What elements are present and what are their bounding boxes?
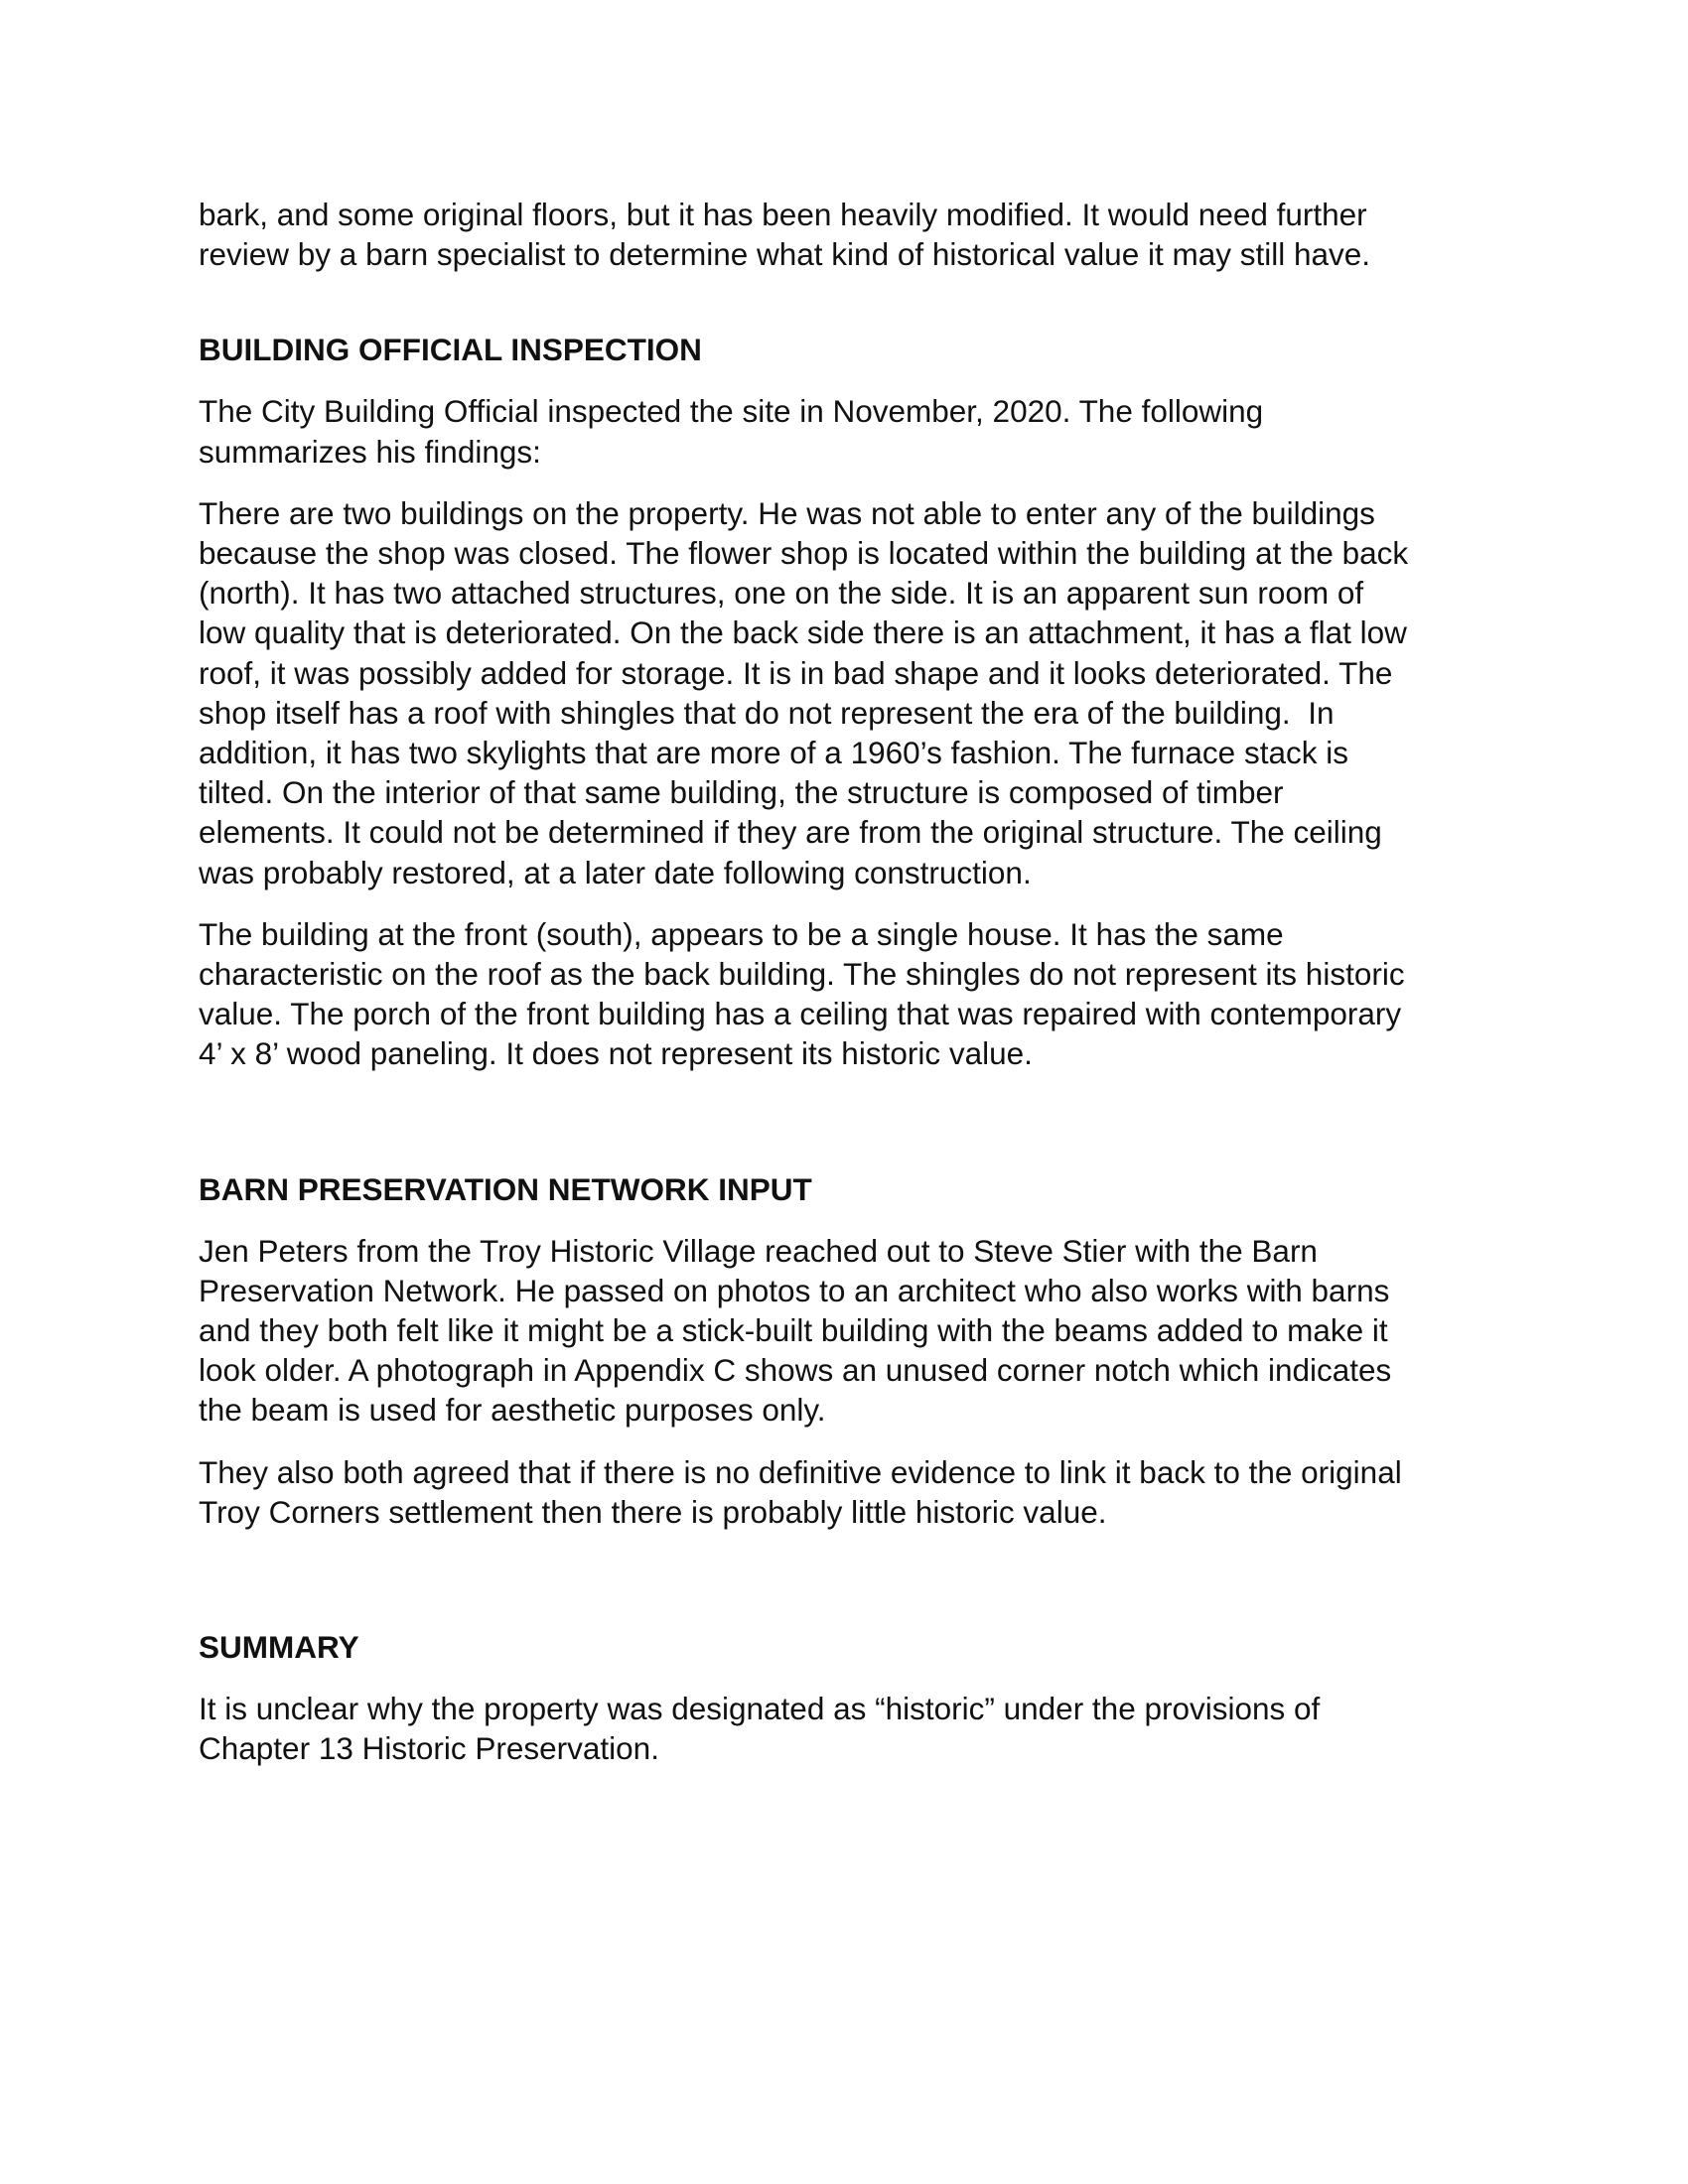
document-page <box>199 195 1489 1768</box>
paragraph <box>199 1231 1489 1431</box>
text-line: 4’ x 8’ wood paneling. It does not represent its historic value. <box>199 1035 1033 1072</box>
section-heading-barn-preservation-network-input: BARN PRESERVATION NETWORK INPUT <box>199 1170 812 1207</box>
text-line: review by a barn specialist to determine what kind of historical value it may still have. <box>199 236 1371 273</box>
text-line: the beam is used for aesthetic purposes only. <box>199 1392 826 1429</box>
text-line: Chapter 13 Historic Preservation. <box>199 1730 659 1767</box>
text-line: characteristic on the roof as the back building. The shingles do not represent its historic <box>199 956 1405 993</box>
paragraph <box>199 391 1489 471</box>
paragraph <box>199 1452 1489 1532</box>
text-line: look older. A photograph in Appendix C shows an unused corner notch which indicates <box>199 1352 1392 1389</box>
text-line: (north). It has two attached structures, one on the side. It is an apparent sun room of <box>199 575 1364 612</box>
text-line: low quality that is deteriorated. On the back side there is an attachment, it has a flat low <box>199 614 1407 651</box>
text-line: The City Building Official inspected the site in November, 2020. The following <box>199 393 1264 430</box>
intro-paragraph <box>199 195 1489 274</box>
text-line: elements. It could not be determined if they are from the original structure. The ceiling <box>199 814 1382 851</box>
section-heading-building-official-inspection: BUILDING OFFICIAL INSPECTION <box>199 332 702 368</box>
text-line: roof, it was possibly added for storage. It is in bad shape and it looks deteriorated. The <box>199 654 1393 691</box>
text-line: tilted. On the interior of that same building, the structure is composed of timber <box>199 774 1284 811</box>
text-line: summarizes his findings: <box>199 433 541 470</box>
text-line: It is unclear why the property was designated as “historic” under the provisions of <box>199 1691 1321 1727</box>
section-heading-summary: SUMMARY <box>199 1629 359 1666</box>
text-line: addition, it has two skylights that are more of a 1960’s fashion. The furnace stack is <box>199 735 1348 771</box>
paragraph <box>199 914 1489 1074</box>
paragraph <box>199 493 1489 892</box>
text-line: Preservation Network. He passed on photos to an architect who also works with barns <box>199 1272 1390 1308</box>
paragraph <box>199 1689 1489 1768</box>
text-line: and they both felt like it might be a stick-built building with the beams added to make it <box>199 1312 1388 1349</box>
text-line: because the shop was closed. The flower shop is located within the building at the back <box>199 535 1409 572</box>
text-line: Jen Peters from the Troy Historic Village reached out to Steve Stier with the Barn <box>199 1232 1318 1269</box>
text-line: There are two buildings on the property. He was not able to enter any of the buildings <box>199 494 1375 531</box>
text-line: The building at the front (south), appears to be a single house. It has the same <box>199 915 1284 952</box>
text-line: bark, and some original floors, but it has been heavily modified. It would need further <box>199 197 1367 232</box>
text-line: was probably restored, at a later date following construction. <box>199 854 1032 890</box>
text-line: shop itself has a roof with shingles that do not represent the era of the building. In <box>199 694 1335 731</box>
text-line: value. The porch of the front building has a ceiling that was repaired with contemporary <box>199 996 1402 1032</box>
text-line: They also both agreed that if there is no definitive evidence to link it back to the original <box>199 1453 1402 1490</box>
text-line: Troy Corners settlement then there is probably little historic value. <box>199 1493 1107 1530</box>
